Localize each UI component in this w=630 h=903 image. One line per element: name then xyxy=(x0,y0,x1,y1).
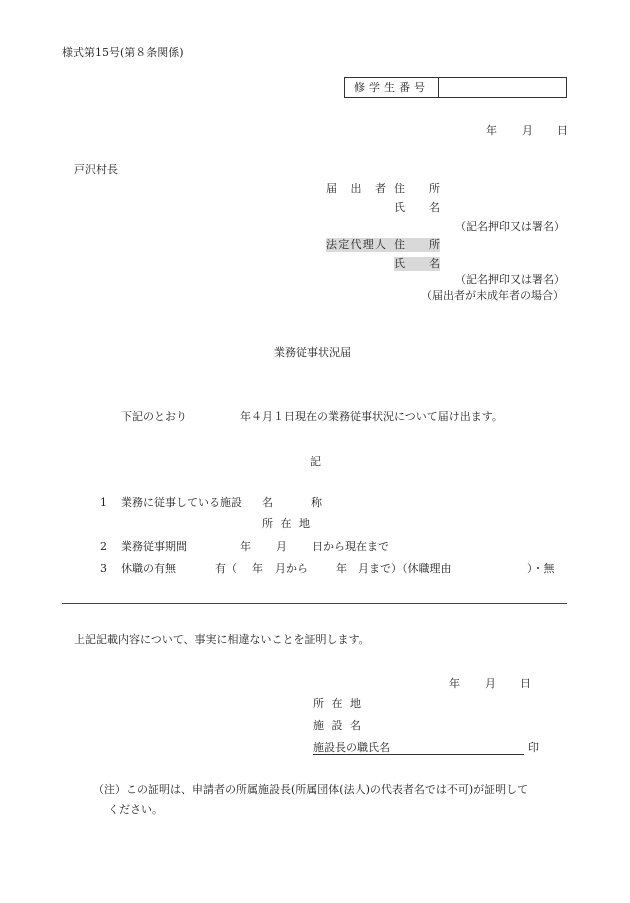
item3-label: 休職の有無 xyxy=(121,562,176,575)
addressee: 戸沢村長 xyxy=(74,163,118,176)
legal-rep-label: 法定代理人 xyxy=(326,238,386,251)
item2-number: 2 xyxy=(100,540,107,553)
legal-rep-address-label: 住所 xyxy=(394,238,440,251)
header-date-year: 年 xyxy=(486,124,497,137)
item3-number: 3 xyxy=(100,562,107,575)
header-date-month: 月 xyxy=(522,124,533,137)
item3-year-1: 年 xyxy=(252,562,263,575)
item3-close: ）・無 xyxy=(527,562,555,575)
legal-rep-row-1 xyxy=(326,238,440,252)
document-title: 業務従事状況届 xyxy=(274,346,351,359)
item3-month-until: 月まで）（休職理由 xyxy=(358,562,452,575)
note-line-1: （注）この証明は、申請者の所属施設長(所属団体(法人)の代表者名では不可)が証明して xyxy=(93,783,529,796)
intro-prefix: 下記のとおり xyxy=(121,410,187,423)
notifier-label: 届出者 xyxy=(326,182,386,195)
item1-label: 業務に従事している施設 xyxy=(121,496,242,509)
cert-facility-name-label: 施設名 xyxy=(313,719,361,732)
intro-suffix: 年４月１日現在の業務従事状況について届け出ます。 xyxy=(240,410,503,423)
note-line-2: ください。 xyxy=(108,803,163,816)
certification-statement: 上記記載内容について、事実に相違ないことを証明します。 xyxy=(74,633,370,646)
legal-rep-name-label: 氏名 xyxy=(394,257,440,270)
item3-month-from: 月から xyxy=(275,562,308,575)
notifier-name-label: 氏名 xyxy=(394,201,440,214)
cert-date-month: 月 xyxy=(485,677,496,690)
director-label: 施設長の職氏名 xyxy=(313,741,390,754)
item3-year-2: 年 xyxy=(336,562,347,575)
director-seal: 印 xyxy=(528,741,539,754)
student-number-label: 修学生番号 xyxy=(345,78,439,97)
notifier-address-label: 住所 xyxy=(394,182,440,195)
item3-yes: 有（ xyxy=(215,562,237,575)
ki-heading: 記 xyxy=(310,455,321,468)
seal-note-1: （記名押印又は署名） xyxy=(455,220,565,233)
item1-number: 1 xyxy=(100,496,107,509)
student-number-box xyxy=(344,77,567,98)
item2-month: 月 xyxy=(276,540,287,553)
item2-year: 年 xyxy=(240,540,251,553)
item1-name-label: 名称 xyxy=(262,496,322,509)
item1-location-label: 所在地 xyxy=(262,517,310,530)
student-number-field[interactable] xyxy=(439,78,566,97)
cert-date-day: 日 xyxy=(520,677,531,690)
minor-note: （届出者が未成年者の場合） xyxy=(421,289,564,302)
section-divider xyxy=(62,603,567,604)
header-date-day: 日 xyxy=(557,124,568,137)
item2-day-suffix: 日から現在まで xyxy=(312,540,389,553)
director-signature-line[interactable] xyxy=(313,741,524,755)
form-number: 様式第15号(第８条関係) xyxy=(62,46,184,59)
cert-date-year: 年 xyxy=(449,677,460,690)
item2-label: 業務従事期間 xyxy=(121,540,187,553)
cert-location-label: 所在地 xyxy=(313,697,361,710)
seal-note-2: （記名押印又は署名） xyxy=(455,273,565,286)
